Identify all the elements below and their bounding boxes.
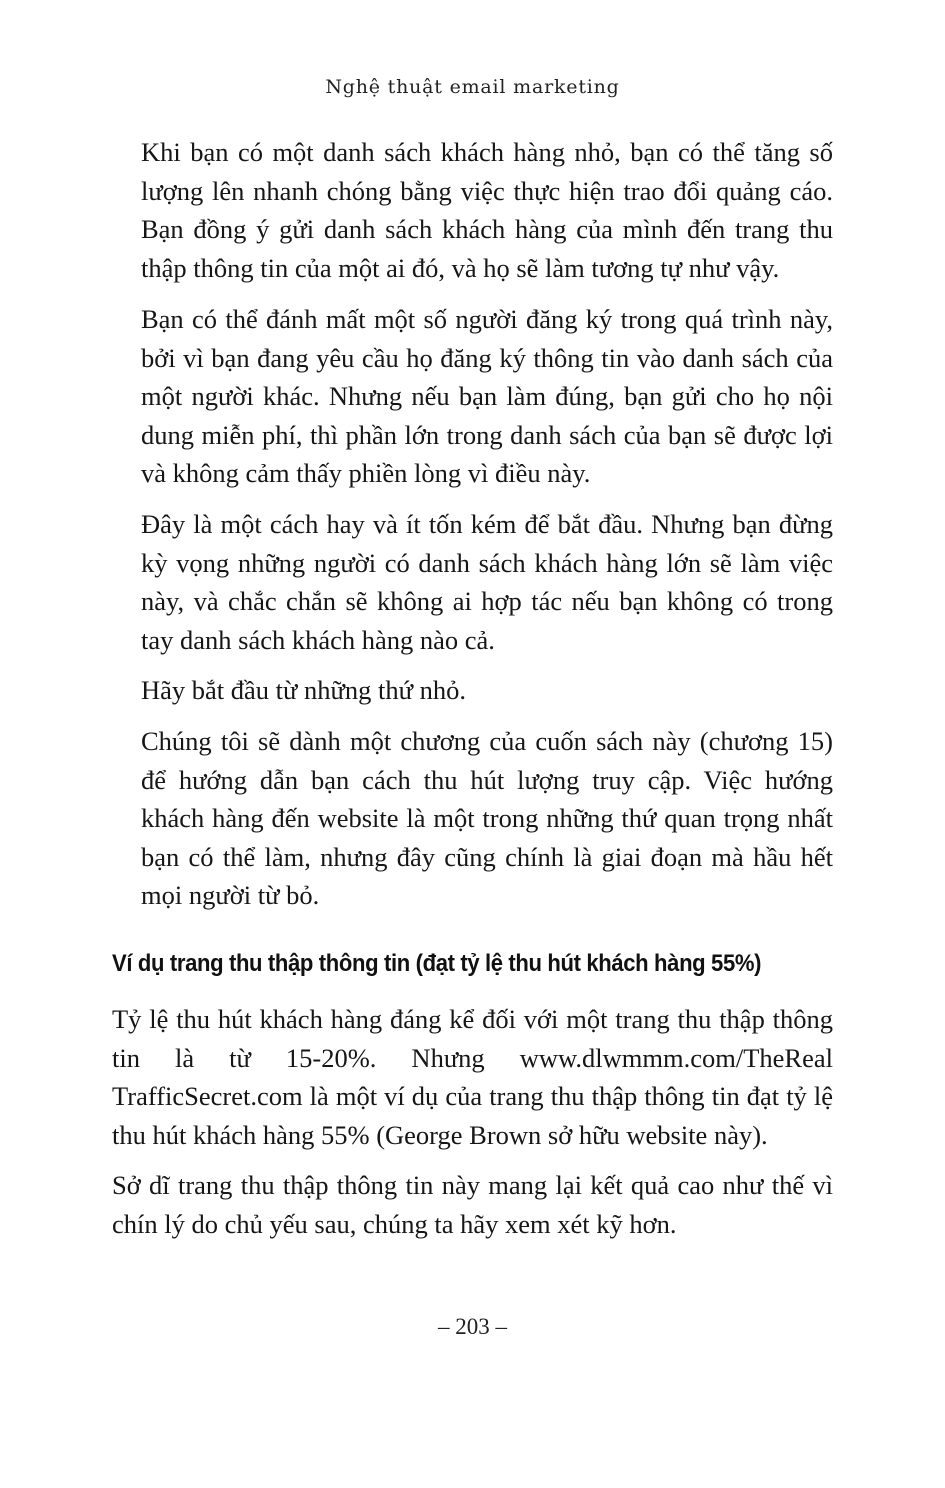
paragraph-conversion-rate: Tỷ lệ thu hút khách hàng đáng kể đối với một trang thu thập thông tin là từ 15-20%. Nhưng www.dlwmmm.com/TheReal TrafficSecret.com là một ví dụ của trang thu thập thông tin đạt tỷ lệ thu hút khách hàng 55% (George Brown sở hữu website này). — [112, 1004, 833, 1150]
section-heading: Ví dụ trang thu thập thông tin (đạt tỷ lệ thu hút khách hàng 55%) — [112, 950, 762, 977]
paragraph-nine-reasons: Sở dĩ trang thu thập thông tin này mang lại kết quả cao như thế vì chín lý do chủ yếu sau, chúng ta hãy xem xét kỹ hơn. — [112, 1170, 833, 1239]
running-header-title: Nghệ thuật email marketing — [325, 76, 620, 98]
page-number: – 203 – — [438, 1314, 507, 1339]
paragraph-cheap-start: Đây là một cách hay và ít tốn kém để bắt đầu. Nhưng bạn đừng kỳ vọng những người có danh sách khách hàng lớn sẽ làm việc này, và chắc chắn sẽ không ai hợp tác nếu bạn không có trong tay danh sách khách hàng nào cả. — [141, 509, 833, 655]
paragraph-traffic-chapter: Chúng tôi sẽ dành một chương của cuốn sách này (chương 15) để hướng dẫn bạn cách thu hút lượng truy cập. Việc hướng khách hàng đến website là một trong những thứ quan trọng nhất bạn có thể làm, nhưng đây cũng chính là giai đoạn mà hầu hết mọi người từ bỏ. — [141, 726, 833, 911]
paragraph-ad-swap: Khi bạn có một danh sách khách hàng nhỏ, bạn có thể tăng số lượng lên nhanh chóng bằng việc thực hiện trao đổi quảng cáo. Bạn đồng ý gửi danh sách khách hàng của mình đến trang thu thập thông tin của một ai đó, và họ sẽ làm tương tự như vậy. — [141, 137, 833, 283]
paragraph-start-small: Hãy bắt đầu từ những thứ nhỏ. — [141, 675, 466, 705]
paragraph-lose-subscribers: Bạn có thể đánh mất một số người đăng ký trong quá trình này, bởi vì bạn đang yêu cầu họ đăng ký thông tin vào danh sách của một người khác. Nhưng nếu bạn làm đúng, bạn gửi cho họ nội dung miễn phí, thì phần lớn trong danh sách của bạn sẽ được lợi và không cảm thấy phiền lòng vì điều này. — [141, 304, 833, 489]
